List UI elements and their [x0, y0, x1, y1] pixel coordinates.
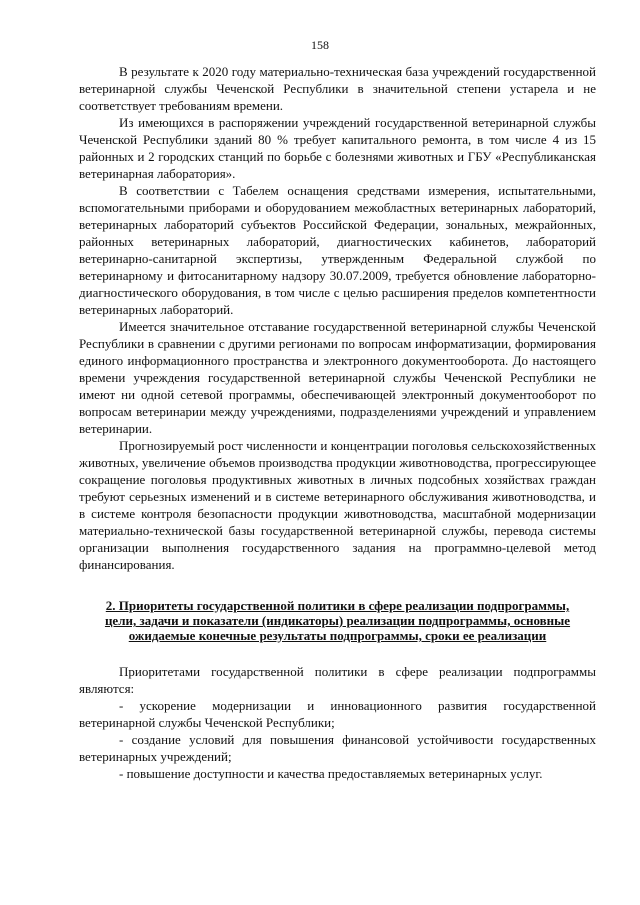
priorities-intro: Приоритетами государственной политики в сфере реализации подпрограммы являются: [79, 664, 596, 696]
list-item: - создание условий для повышения финансовой устойчивости государственных ветеринарных учреждений; [79, 732, 596, 764]
document-body [79, 63, 596, 782]
page-number: 158 [311, 38, 329, 52]
list-item: - повышение доступности и качества предоставляемых ветеринарных услуг. [119, 766, 543, 781]
paragraph-buildings-repair: Из имеющихся в распоряжении учреждений государственной ветеринарной службы Чеченской Республики зданий 80 % требует капитального ремонта, в том числе 4 из 15 районных и 2 городских станций по борьбе с болезнями животных и ГБУ «Республиканская ветеринарная лаборатория». [79, 115, 596, 181]
section-heading: 2. Приоритеты государственной политики в сфере реализации подпрограммы, цели, задачи и показатели (индикаторы) реализации подпрограммы, основные ожидаемые конечные результаты подпрограммы, сроки ее реализации [104, 598, 571, 643]
list-item: - ускорение модернизации и инновационного развития государственной ветеринарной службы Чеченской Республики; [79, 698, 596, 730]
paragraph-livestock-forecast: Прогнозируемый рост численности и концентрации поголовья сельскохозяйственных животных, увеличение объемов производства продукции животноводства, прогрессирующее сокращение поголовья продуктивных животных в личных подсобных хозяйствах граждан требуют серьезных изменений и в системе ветеринарного обслуживания животноводства, и в системе контроля безопасности продукции животноводства, масштабной модернизации материально-технической базы государственной ветеринарной службы, перевода системы организации выполнения государственного задания на программно-целевой метод финансирования. [79, 438, 596, 572]
paragraph-material-base: В результате к 2020 году материально-техническая база учреждений государственной ветеринарной службы Чеченской Республики в значительной степени устарела и не соответствует требованиям времени. [79, 64, 596, 113]
paragraph-informatization: Имеется значительное отставание государственной ветеринарной службы Чеченской Республики в сравнении с другими регионами по вопросам информатизации, формирования единого информационного пространства и электронного документооборота. До настоящего времени учреждения государственной ветеринарной службы Чеченской Республики не имеют ни одной сетевой программы, обеспечивающей электронный документооборот по вопросам ветеринарии между учреждениями, подразделениями учреждений и управлением ветеринарии. [79, 319, 596, 436]
paragraph-equipment-table: В соответствии с Табелем оснащения средствами измерения, испытательными, вспомогательными приборами и оборудованием межобластных ветеринарных лабораторий, ветеринарных лабораторий субъектов Российской Федерации, зональных, межрайонных, районных ветеринарных лабораторий, диагностических кабинетов, лабораторий ветеринарно-санитарной экспертизы, утвержденным Федеральной службой по ветеринарному и фитосанитарному надзору 30.07.2009, требуется обновление лабораторно-диагностического оборудования, в том числе с целью расширения пределов компетентности ветеринарных лабораторий. [79, 183, 596, 317]
